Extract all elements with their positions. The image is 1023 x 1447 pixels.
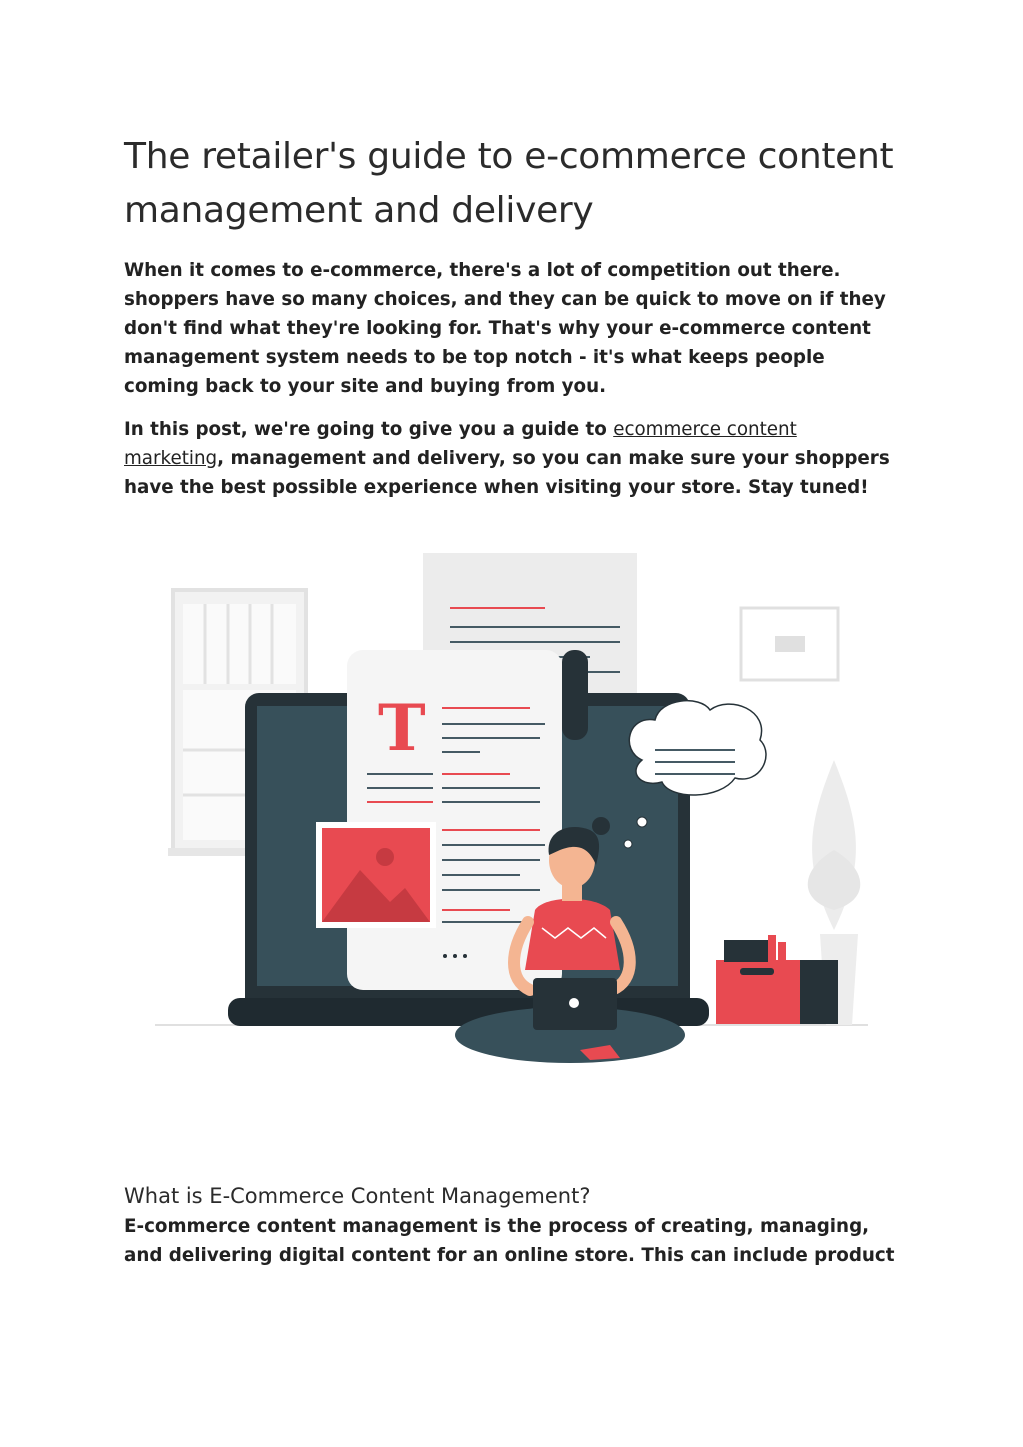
- image-placeholder-card: [316, 822, 436, 928]
- guide-paragraph: [124, 415, 899, 502]
- guide-text-end: , management and delivery, so you can make sure your shoppers have the best possible experience when visiting your store. Stay tuned!: [124, 448, 890, 498]
- section-heading: What is E-Commerce Content Management?: [124, 1184, 591, 1208]
- thought-cloud-illustration: [624, 701, 766, 848]
- storage-boxes-illustration: [716, 935, 838, 1024]
- picture-frame-illustration: [741, 608, 838, 680]
- ecommerce-content-marketing-link[interactable]: ecommerce content marketing: [124, 419, 797, 469]
- article-title: The retailer's guide to e-commerce content management and delivery: [124, 136, 894, 231]
- guide-text-start: In this post, we're going to give you a guide to: [124, 419, 614, 440]
- intro-paragraph: When it comes to e-commerce, there's a lot of competition out there. shoppers have so many choices, and they can be quick to move on if they don't find what they're looking for. That's why your e-commerce content management system needs to be top notch - it's what keeps people coming back to your site and buying from you.: [124, 260, 886, 397]
- article: [124, 130, 899, 502]
- section-paragraph: E-commerce content management is the process of creating, managing, and delivering digital content for an online store. This can include product: [124, 1216, 895, 1266]
- letter-t-graphic: T: [378, 691, 426, 766]
- content-management-illustration: [150, 550, 880, 1070]
